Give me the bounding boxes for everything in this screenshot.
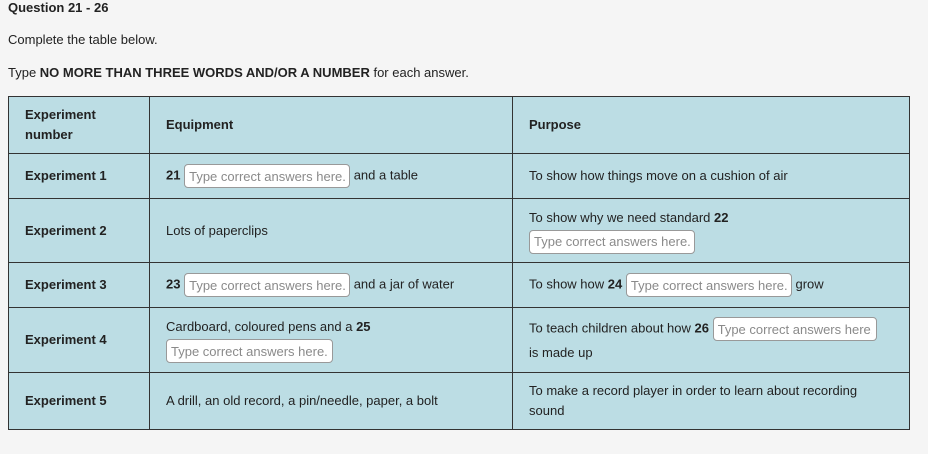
equipment-text: Cardboard, coloured pens and a bbox=[166, 319, 357, 334]
header-experiment-number: Experiment number bbox=[9, 97, 150, 154]
answer-input-22[interactable] bbox=[529, 230, 695, 254]
table-row bbox=[9, 373, 910, 430]
purpose-cell bbox=[513, 263, 910, 308]
equipment-cell bbox=[150, 308, 513, 373]
answer-input-26[interactable] bbox=[713, 317, 877, 341]
answer-input-25[interactable] bbox=[166, 339, 333, 363]
row-label: Experiment 1 bbox=[9, 154, 150, 199]
equipment-cell: A drill, an old record, a pin/needle, paper, a bolt bbox=[150, 373, 513, 430]
header-purpose: Purpose bbox=[513, 97, 910, 154]
table-row bbox=[9, 199, 910, 263]
question-number: 26 bbox=[694, 320, 709, 336]
purpose-text: To teach children about how bbox=[529, 320, 695, 336]
answer-input-24[interactable] bbox=[626, 273, 792, 297]
row-label: Experiment 3 bbox=[9, 263, 150, 308]
instruction-text: Complete the table below. bbox=[8, 32, 158, 47]
completion-table bbox=[8, 96, 910, 430]
question-range-title: Question 21 - 26 bbox=[8, 0, 109, 15]
word-limit-suffix: for each answer. bbox=[369, 65, 469, 80]
table-row bbox=[9, 263, 910, 308]
question-number: 23 bbox=[166, 276, 181, 292]
row-label: Experiment 2 bbox=[9, 199, 150, 263]
purpose-text: To show why we need standard bbox=[529, 209, 714, 225]
header-equipment: Equipment bbox=[150, 97, 513, 154]
equipment-cell bbox=[150, 154, 513, 199]
word-limit-prefix: Type bbox=[8, 65, 40, 80]
word-limit-bold: NO MORE THAN THREE WORDS AND/OR A NUMBER bbox=[39, 65, 370, 80]
equipment-cell: Lots of paperclips bbox=[150, 199, 513, 263]
table-row bbox=[9, 308, 910, 373]
question-number: 21 bbox=[166, 167, 181, 183]
purpose-cell bbox=[513, 308, 910, 373]
question-number: 22 bbox=[714, 209, 729, 225]
word-limit-instruction bbox=[8, 65, 469, 80]
purpose-cell: To make a record player in order to learn about recording sound bbox=[513, 373, 910, 430]
answer-input-23[interactable] bbox=[184, 273, 350, 297]
table-header-row bbox=[9, 97, 910, 154]
equipment-text: and a table bbox=[350, 167, 419, 183]
purpose-text-after: grow bbox=[791, 276, 824, 292]
equipment-cell bbox=[150, 263, 513, 308]
purpose-cell: To show how things move on a cushion of air bbox=[513, 154, 910, 199]
question-number: 24 bbox=[607, 276, 623, 292]
answer-input-21[interactable] bbox=[184, 164, 350, 188]
table-row bbox=[9, 154, 910, 199]
row-label: Experiment 5 bbox=[9, 373, 150, 430]
row-label: Experiment 4 bbox=[9, 308, 150, 373]
question-number: 25 bbox=[356, 319, 371, 334]
purpose-text: To show how bbox=[529, 276, 608, 292]
purpose-text-after: is made up bbox=[529, 345, 593, 360]
equipment-text: and a jar of water bbox=[350, 276, 455, 292]
purpose-cell bbox=[513, 199, 910, 263]
